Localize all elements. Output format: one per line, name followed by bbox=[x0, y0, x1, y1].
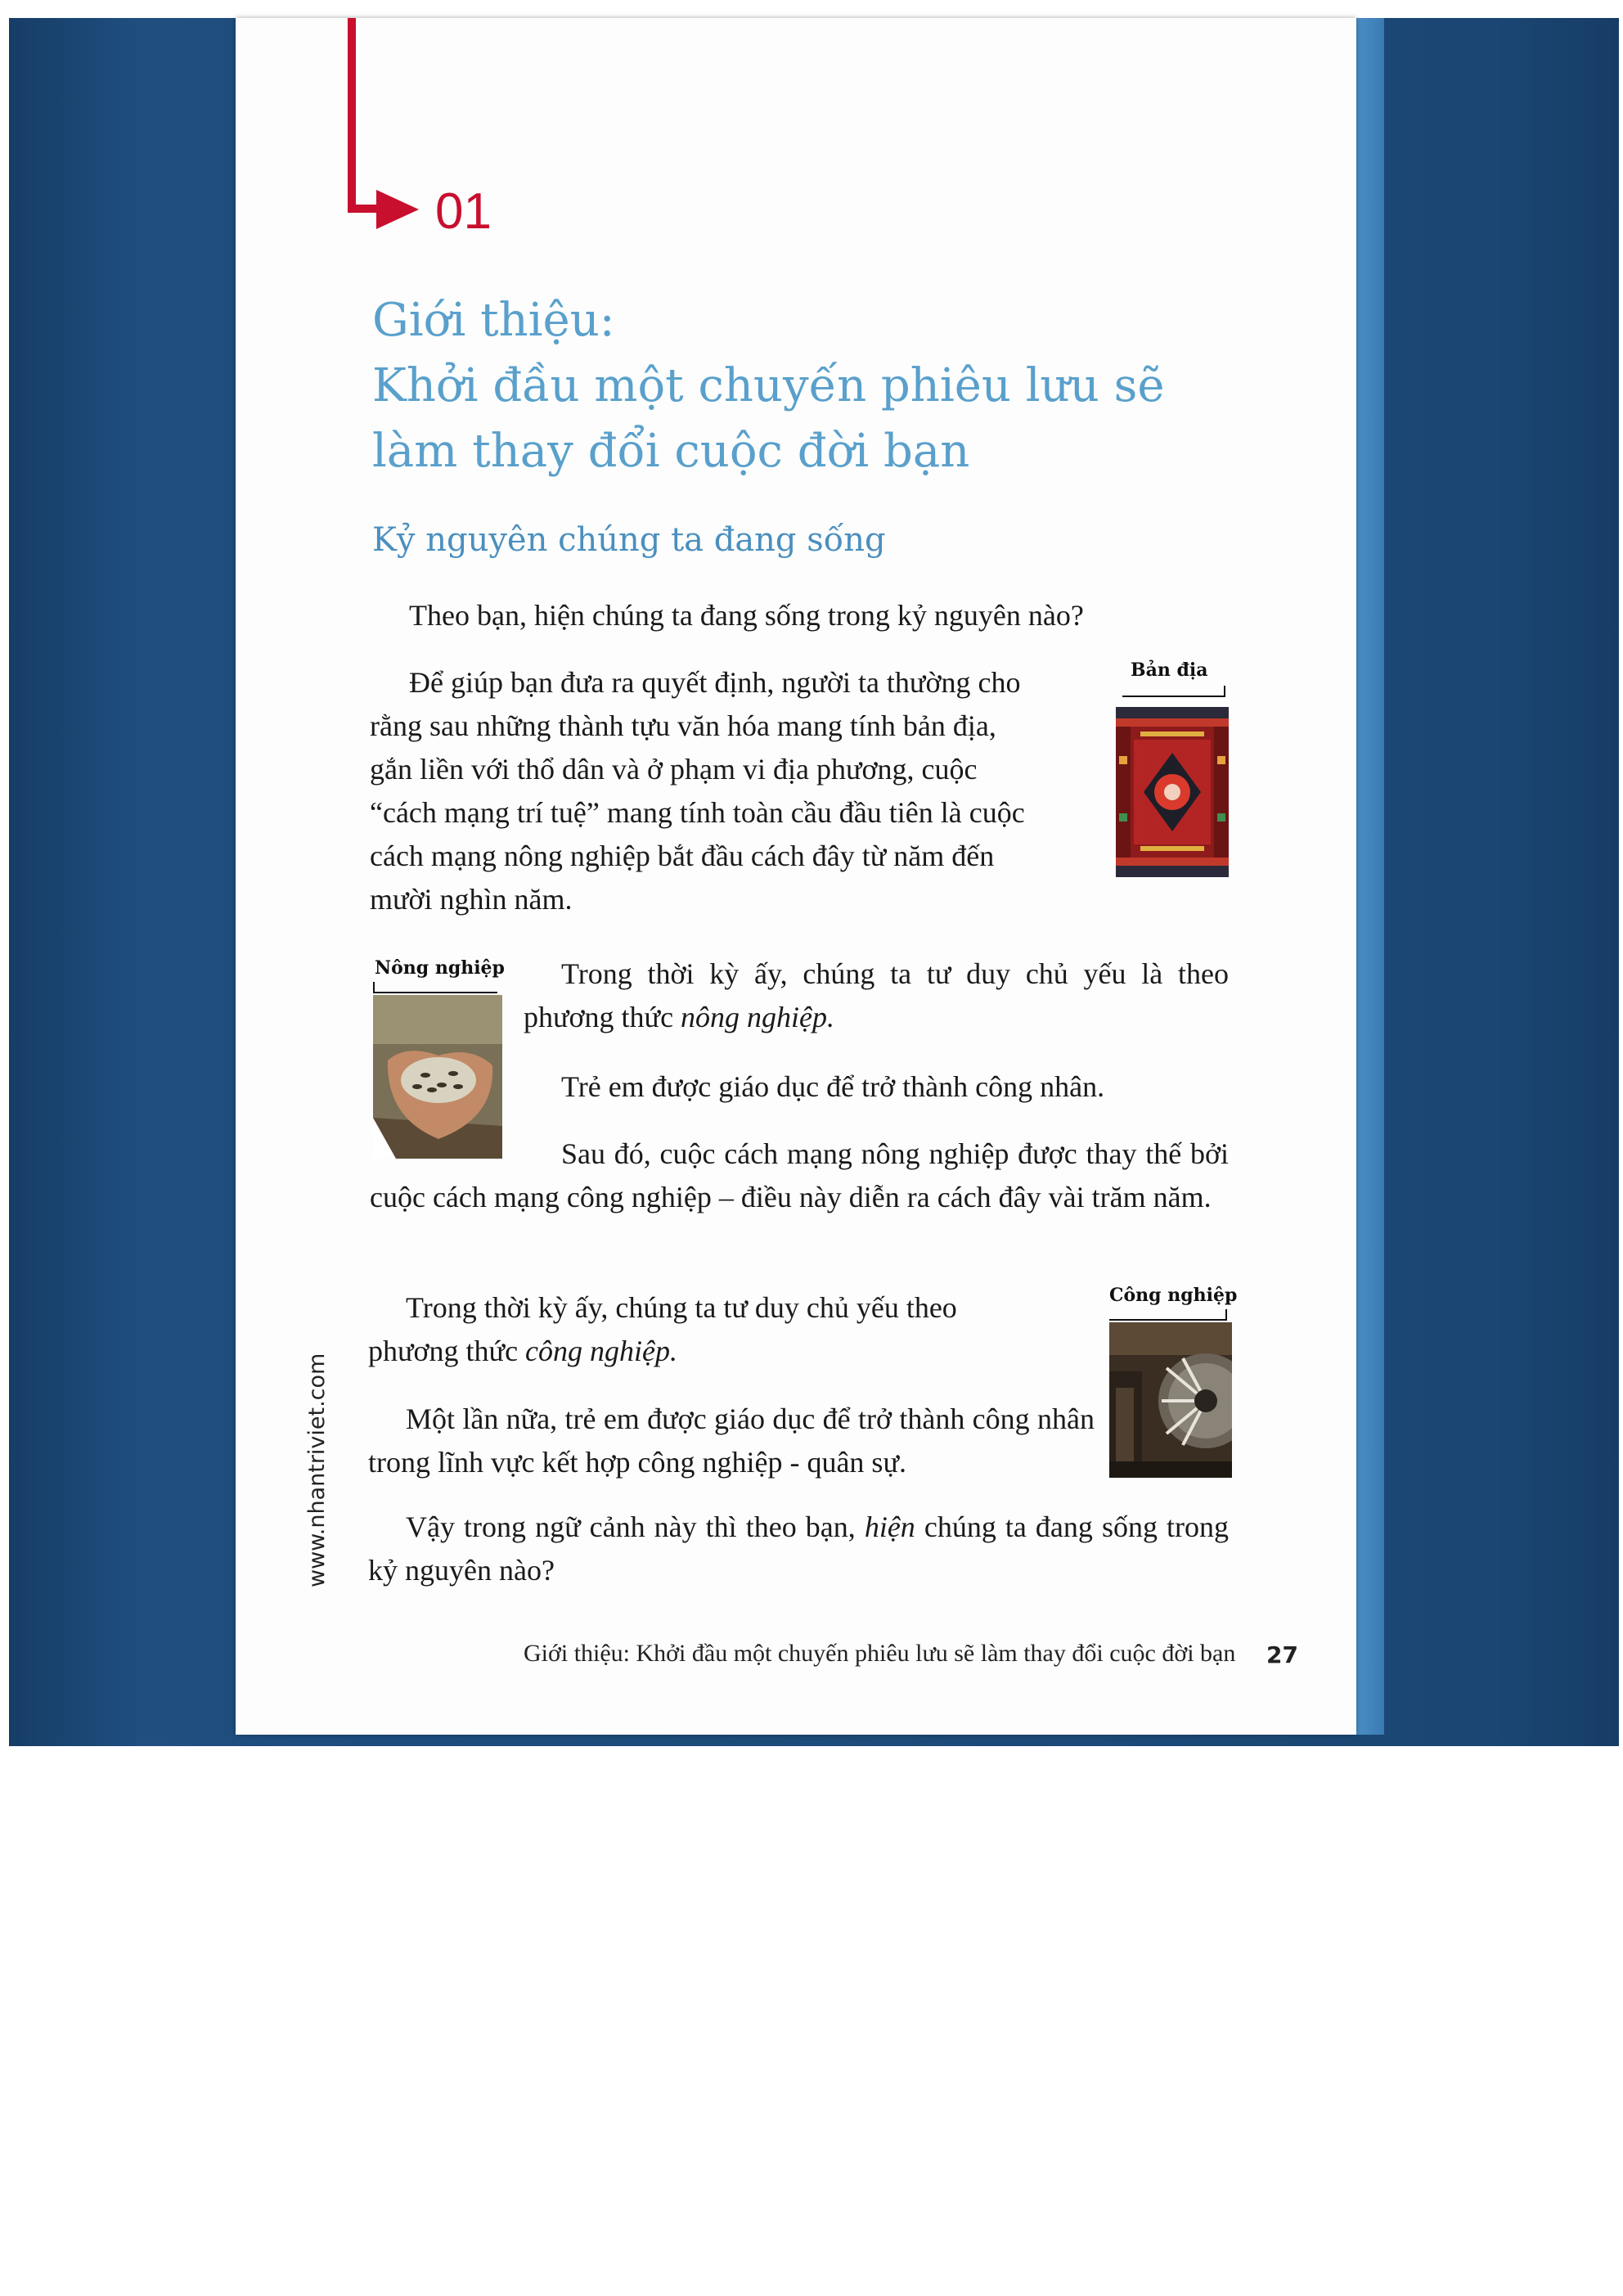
paragraph-7 bbox=[368, 1398, 1095, 1484]
paragraph-6-italic: công nghiệp. bbox=[525, 1335, 678, 1367]
figure-bracket bbox=[373, 982, 497, 993]
paragraph-3-text: Trong thời kỳ ấy, chúng ta tư duy chủ yếu là theo phương thức bbox=[524, 957, 1229, 1033]
paragraph-8-before: Vậy trong ngữ cảnh này thì theo bạn, bbox=[406, 1510, 856, 1543]
paragraph-4: Trẻ em được giáo dục để trở thành công nhân. bbox=[561, 1070, 1105, 1103]
chapter-marker-line bbox=[348, 18, 356, 211]
paragraph-2-line: mười nghìn năm. bbox=[370, 883, 573, 916]
paragraph-5 bbox=[370, 1132, 1229, 1219]
woven-textile-image bbox=[1116, 707, 1229, 877]
figure-label-indigenous: Bản địa bbox=[1131, 660, 1208, 681]
figure-bracket bbox=[1109, 1309, 1227, 1321]
chapter-arrow-icon bbox=[376, 190, 419, 229]
paragraph-2-line: rằng sau những thành tựu văn hóa mang tính bản địa, bbox=[370, 709, 996, 742]
paragraph-6-line-1: Trong thời kỳ ấy, chúng ta tư duy chủ yếu theo bbox=[406, 1291, 957, 1324]
paragraph-2-line: gắn liền với thổ dân và ở phạm vi địa phương, cuộc bbox=[370, 753, 978, 786]
page-number: 27 bbox=[1266, 1641, 1298, 1668]
figure-label-industry: Công nghiệp bbox=[1109, 1285, 1238, 1306]
paragraph-2-line: Để giúp bạn đưa ra quyết định, người ta thường cho bbox=[409, 666, 1021, 699]
page-edge bbox=[1356, 18, 1384, 1735]
paragraph-2-line: cách mạng nông nghiệp bắt đầu cách đây từ năm đến bbox=[370, 840, 995, 872]
paragraph-3-italic: nông nghiệp. bbox=[681, 1001, 835, 1033]
chapter-number: 01 bbox=[435, 183, 492, 240]
paragraph-8 bbox=[368, 1506, 1229, 1592]
figure-bracket bbox=[1122, 686, 1225, 697]
paragraph-5-text: Sau đó, cuộc cách mạng nông nghiệp được thay thế bởi cuộc cách mạng công nghiệp – điều này diễn ra cách đây vài trăm năm. bbox=[370, 1137, 1229, 1213]
chapter-title bbox=[372, 288, 1305, 484]
paragraph-3 bbox=[524, 952, 1229, 1039]
paragraph-6-line-2: phương thức bbox=[368, 1335, 519, 1367]
machine-wheel-image bbox=[1109, 1322, 1232, 1478]
chapter-title-line-3: làm thay đổi cuộc đời bạn bbox=[372, 425, 970, 478]
paragraph-1: Theo bạn, hiện chúng ta đang sống trong kỷ nguyên nào? bbox=[409, 599, 1084, 632]
chapter-title-line-2: Khởi đầu một chuyến phiêu lưu sẽ bbox=[372, 359, 1165, 412]
paragraph-2-line: “cách mạng trí tuệ” mang tính toàn cầu đầu tiên là cuộc bbox=[370, 796, 1025, 829]
section-heading: Kỷ nguyên chúng ta đang sống bbox=[372, 521, 886, 559]
figure-label-agriculture: Nông nghiệp bbox=[375, 957, 505, 979]
paragraph-8-italic: hiện bbox=[864, 1510, 915, 1543]
running-footer: Giới thiệu: Khởi đầu một chuyến phiêu lưu sẽ làm thay đổi cuộc đời bạn bbox=[524, 1640, 1236, 1667]
paragraph-6 bbox=[368, 1286, 1054, 1373]
paragraph-7-text: Một lần nữa, trẻ em được giáo dục để trở thành công nhân trong lĩnh vực kết hợp công nghiệp - quân sự. bbox=[368, 1402, 1095, 1479]
paragraph-8-after: chúng ta đang sống trong kỷ nguyên nào? bbox=[368, 1510, 1230, 1587]
side-url: www.nhantriviet.com bbox=[304, 1353, 330, 1587]
chapter-title-line-1: Giới thiệu: bbox=[372, 294, 615, 347]
